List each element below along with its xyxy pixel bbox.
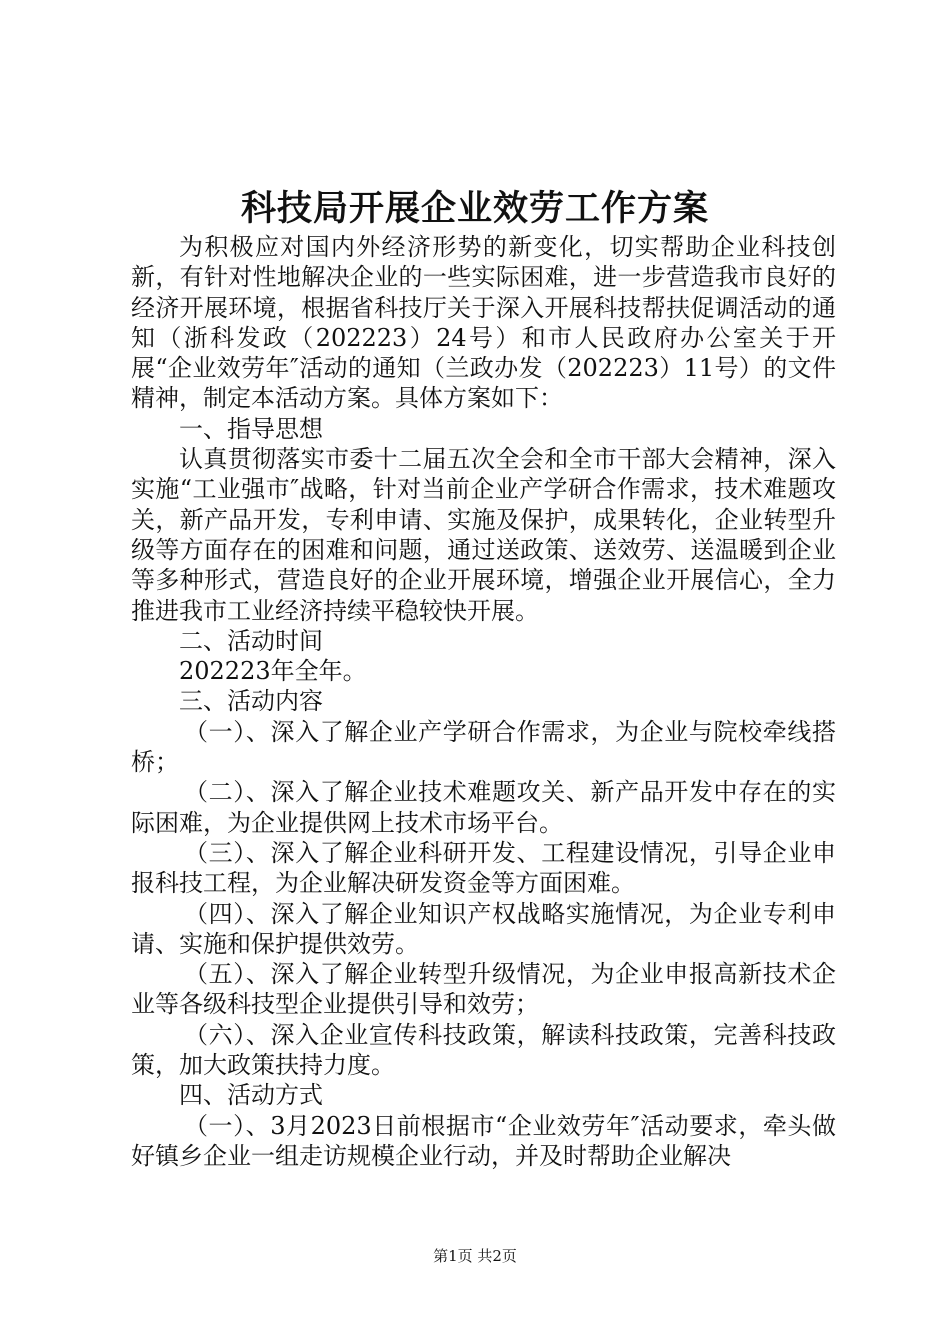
content-item-2: （二）、深入了解企业技术难题攻关、新产品开发中存在的实际困难，为企业提供网上技术市场平台。 [131, 778, 836, 837]
page-number-footer: 第1页 共2页 [433, 1247, 517, 1265]
document-title: 科技局开展企业效劳工作方案 [240, 188, 709, 229]
section-heading-activity-time: 二、活动时间 [179, 626, 323, 655]
section-heading-guiding-ideology: 一、指导思想 [179, 414, 323, 443]
method-item-1: （一）、3月2023日前根据市“企业效劳年″活动要求，牵头做好镇乡企业一组走访规模企业行动，并及时帮助企业解决 [131, 1111, 836, 1170]
content-item-5: （五）、深入了解企业转型升级情况，为企业申报高新技术企业等各级科技型企业提供引导和效劳； [131, 960, 836, 1019]
activity-time-paragraph: 202223年全年。 [179, 657, 367, 686]
content-item-1: （一）、深入了解企业产学研合作需求，为企业与院校牵线搭桥； [131, 717, 836, 777]
section-heading-activity-method: 四、活动方式 [179, 1081, 323, 1110]
content-item-6: （六）、深入企业宣传科技政策，解读科技政策，完善科技政策，加大政策扶持力度。 [131, 1020, 836, 1080]
intro-paragraph: 为积极应对国内外经济形势的新变化，切实帮助企业科技创新，有针对性地解决企业的一些实际困难，进一步营造我市良好的经济开展环境，根据省科技厅关于深入开展科技帮扶促调活动的通知（浙科发政（202223）24号）和市人民政府办公室关于开展“企业效劳年″活动的通知（兰政办发（202223）11号）的文件精神，制定本活动方案。具体方案如下： [131, 233, 836, 413]
content-item-4: （四）、深入了解企业知识产权战略实施情况，为企业专利申请、实施和保护提供效劳。 [131, 899, 836, 958]
content-item-3: （三）、深入了解企业科研开发、工程建设情况，引导企业申报科技工程，为企业解决研发资金等方面困难。 [131, 838, 836, 898]
section-heading-activity-content: 三、活动内容 [179, 687, 323, 716]
document-body [131, 232, 836, 1171]
guiding-ideology-paragraph: 认真贯彻落实市委十二届五次全会和全市干部大会精神，深入实施“工业强市″战略，针对当前企业产学研合作需求，技术难题攻关，新产品开发，专利申请、实施及保护，成果转化，企业转型升级等方面存在的困难和问题，通过送政策、送效劳、送温暖到企业等多种形式，营造良好的企业开展环境，增强企业开展信心，全力推进我市工业经济持续平稳较快开展。 [131, 445, 836, 625]
